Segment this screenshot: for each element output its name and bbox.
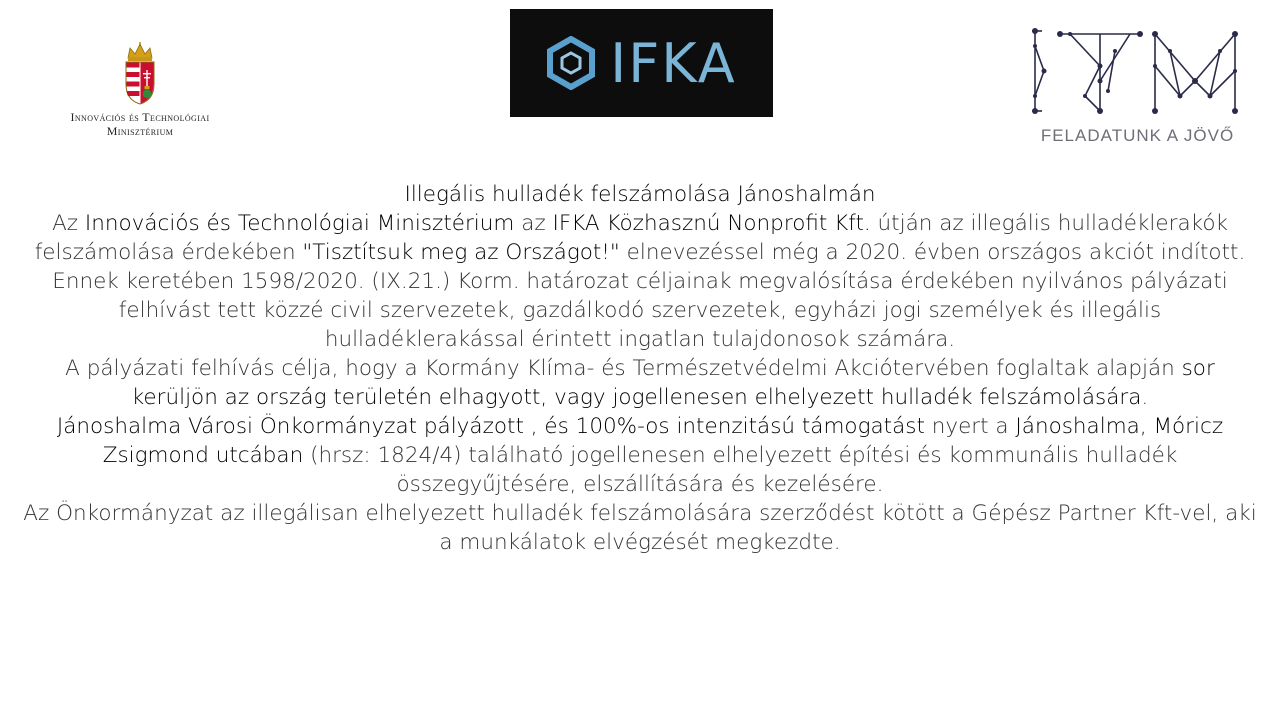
p1-text-e: útján az illegális hulladéklerakók felszámolása érdekében: [34, 211, 1228, 265]
p1-text-a: Az: [52, 211, 85, 236]
hexagon-icon: [546, 36, 596, 90]
paragraph-1: [20, 209, 1260, 354]
itm-network-wordmark: [1030, 26, 1245, 121]
itm-logo: [1030, 26, 1245, 151]
paragraph-3: [20, 412, 1260, 499]
itm-tagline: FELADATUNK A JÖVŐ: [1040, 126, 1235, 145]
ministry-name-line2: Minisztérium: [106, 124, 174, 138]
p2-text-a: A pályázati felhívás célja, hogy a Kormány Klíma- és Természetvédelmi Akciótervében foglaltak alapján: [65, 356, 1182, 381]
ministry-logo: [40, 42, 240, 152]
ministry-name: [40, 110, 240, 138]
paragraph-4: Az Önkormányzat az illegálisan elhelyezett hulladék felszámolására szerződést kötött a Gépész Partner Kft-vel, aki a munkálatok elvégzését megkezdte.: [23, 501, 1257, 555]
ifka-wordmark: IFKA: [610, 31, 737, 95]
p1-text-c: az: [514, 211, 553, 236]
article-body: [20, 180, 1260, 557]
ifka-name-inline: IFKA Közhasznú Nonprofit Kft.: [552, 211, 871, 236]
p3-location: Jánoshalma, Móricz Zsigmond utcában: [102, 414, 1224, 468]
p1-text-g: elnevezéssel még a 2020. évben országos akciót indított. Ennek keretében 1598/2020. (IX.21.) Korm. határozat céljainak megvalósítása érdekében nyilvános pályázati felhívást tett közzé civil szervezetek, gazdálkodó szervezetek, egyházi jogi személyek és illegális hulladéklerakással érintett ingatlan tulajdonosok számára.: [52, 240, 1246, 352]
ministry-name-inline: Innovációs és Technológiai Minisztérium: [84, 211, 515, 236]
ministry-name-line1: Innovációs és Technológiai: [70, 110, 210, 124]
paragraph-2: [20, 354, 1260, 412]
p3-text-d: (hrsz: 1824/4) található jogellenesen elhelyezett építési és kommunális hulladék összegyűjtésére, elszállítására és kezelésére.: [303, 443, 1178, 497]
p3-applicant: Jánoshalma Városi Önkormányzat pályázott , és 100%-os intenzitású támogatást: [56, 414, 925, 439]
article-title: Illegális hulladék felszámolása Jánoshalmán: [404, 182, 876, 207]
p3-text-b: nyert a: [924, 414, 1016, 439]
coat-of-arms-icon: [120, 42, 160, 106]
campaign-name: "Tisztítsuk meg az Országot!": [302, 240, 620, 265]
ifka-logo: [510, 9, 773, 117]
p2-text-c: .: [1141, 385, 1149, 410]
p2-goal: sor kerüljön az ország területén elhagyott, vagy jogellenesen elhelyezett hulladék felszámolására: [131, 356, 1215, 410]
